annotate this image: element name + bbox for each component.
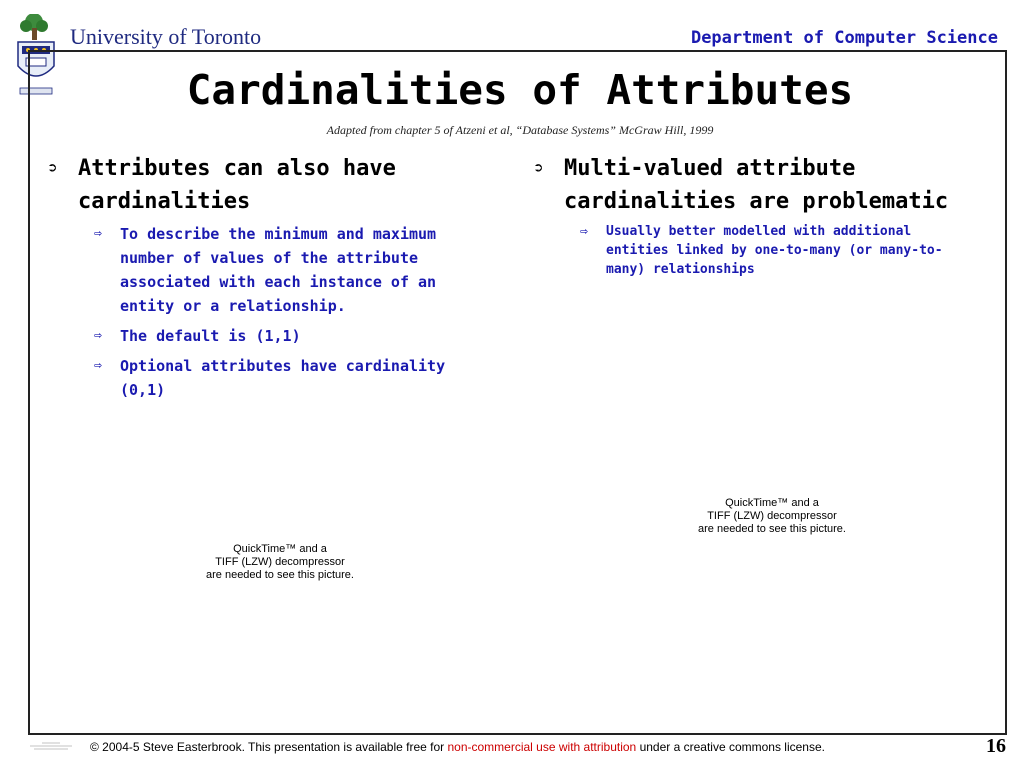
sub-bullet <box>94 324 488 348</box>
slide-title: Cardinalities of Attributes <box>186 66 854 114</box>
circled-arrow-icon: ➲ <box>534 159 544 177</box>
sub-bullet-list <box>534 222 974 279</box>
placeholder-line: are needed to see this picture. <box>698 523 846 535</box>
placeholder-line: TIFF (LZW) decompressor <box>215 556 345 568</box>
left-column <box>48 152 488 408</box>
hollow-arrow-icon: ⇨ <box>94 358 102 373</box>
hollow-arrow-icon: ⇨ <box>94 226 102 241</box>
sub-bullet-text: To describe the minimum and maximum number of values of the attribute associated with each instance of an entity or a relationship. <box>120 225 437 315</box>
placeholder-line: TIFF (LZW) decompressor <box>707 510 837 522</box>
placeholder-line: are needed to see this picture. <box>206 569 354 581</box>
main-bullet <box>534 152 974 218</box>
hollow-arrow-icon: ⇨ <box>580 224 588 239</box>
footer-highlight-link[interactable]: non-commercial use with attribution <box>447 740 637 754</box>
circled-arrow-icon: ➲ <box>48 159 58 177</box>
footer-prefix: © 2004-5 Steve Easterbrook. This presentation is available free for <box>90 740 448 754</box>
sub-bullet <box>94 222 488 318</box>
placeholder-line: QuickTime™ and a <box>233 543 327 555</box>
footer-license <box>90 740 825 754</box>
hollow-arrow-icon: ⇨ <box>94 328 102 343</box>
image-placeholder-right <box>672 497 872 536</box>
sub-bullet-list <box>48 222 488 402</box>
sub-bullet-text: The default is (1,1) <box>120 327 301 345</box>
main-bullet-text: Attributes can also have cardinalities <box>78 156 396 214</box>
department-name: Department of Computer Science <box>690 28 998 48</box>
right-column <box>534 152 974 285</box>
footer-thumbnail-icon <box>24 741 78 751</box>
main-bullet <box>48 152 488 218</box>
sub-bullet-text: Optional attributes have cardinality (0,1) <box>120 357 446 399</box>
university-name: University of Toronto <box>70 24 262 49</box>
footer-suffix: under a creative commons license. <box>636 740 825 754</box>
sub-bullet <box>94 354 488 402</box>
slide-subtitle: Adapted from chapter 5 of Atzeni et al, “Database Systems” McGraw Hill, 1999 <box>326 123 714 137</box>
sub-bullet <box>580 222 974 279</box>
page-number: 16 <box>986 735 1006 757</box>
image-placeholder-left <box>180 543 380 582</box>
main-bullet-text: Multi-valued attribute cardinalities are problematic <box>564 156 949 214</box>
sub-bullet-text: Usually better modelled with additional entities linked by one-to-many (or many-to-many) relationships <box>606 224 943 277</box>
placeholder-line: QuickTime™ and a <box>725 497 819 509</box>
